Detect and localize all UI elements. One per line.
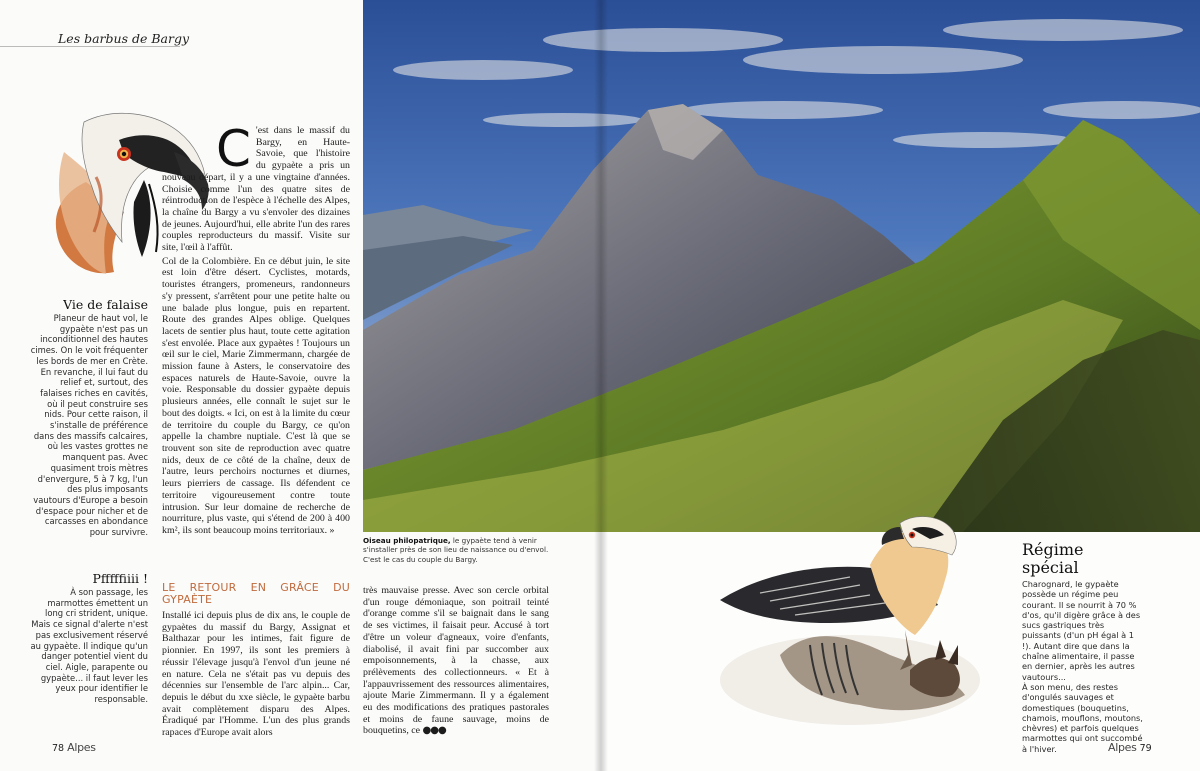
sidebar-text: À son passage, les marmottes émettent un long cri strident, unique. Mais ce signal d'alerte n'est pas exclusivement réservé au gypaète. Il indique qu'un danger potentiel vient du ciel. Aigle, parapente ou gypaète... il faut lever les yeux pour identifier le responsable. [30, 587, 148, 705]
sidebar-vie-de-falaise [28, 298, 148, 538]
section-heading: LE RETOUR EN GRÂCE DU GYPAÈTE [162, 581, 350, 606]
photo-caption [363, 536, 563, 564]
article-paragraph: Installé ici depuis plus de dix ans, le couple de gypaètes du massif du Bargy, Assignat et Balthazar pour les intimes, fait figure de pionnier. En 1997, ils sont les premiers à réussir l'élevage jusqu'à l'envol d'un jeune né en nature. Cela ne s'était pas vu depuis des décennies sur l'ensemble de l'arc alpin... Car, depuis le début du xxe siècle, le gypaète barbu avait complètement disparu des Alpes. Éradiqué par l'Homme. L'un des plus grands rapaces d'Europe avait alors [162, 610, 350, 739]
folio-right [1108, 741, 1152, 754]
magazine-logo: Alpes [1108, 741, 1137, 754]
caption-lead: Oiseau philopatrique, [363, 536, 451, 545]
continue-marker: ●●● [422, 725, 446, 737]
page-number: 79 [1139, 743, 1152, 754]
sidebar-title: Vie de falaise [63, 297, 148, 312]
sidebar-paragraph: À son menu, des restes d'ongulés sauvages et domestiques (bouquetins, chamois, mouflons, moutons, chèvres) et parfois quelques marmottes qui ont succombé à l'hiver. [1022, 681, 1143, 754]
mountain-photo [363, 0, 1200, 532]
page-number: 78 [52, 743, 65, 754]
article-column-right [363, 585, 549, 737]
article-intro [162, 120, 350, 254]
caption-text: le gypaète tend à venir s'installer près de son lieu de naissance ou d'envol. C'est le cas du couple du Bargy. [363, 536, 549, 564]
vulture-on-carcass-illustration [700, 505, 980, 740]
article-paragraph [363, 585, 549, 737]
intro-text: 'est dans le massif du Bargy, en Haute-Savoie, que l'histoire du gypaète a pris un nouveau départ, il y a une vingtaine d'années. Choisie comme l'un des quatre sites de réintroduction de l'espèce à l'échelle des Alpes, la chaîne du Bargy a vu s'envoler des dizaines de jeunes. Aujourd'hui, elle abrite l'un des rares couples reproducteurs du massif. Visite sur site, l'œil à l'affût. [162, 125, 350, 254]
sidebar-regime-special [1022, 541, 1144, 754]
sidebar-paragraph: Charognard, le gypaète possède un régime peu courant. Il se nourrit à 70 % d'os, qu'il digère grâce à des sucs gastriques très puissants (d'un pH égal à 1 !). Autant dire que dans la chaîne alimentaire, il passe en dernier, après les autres vautours... [1022, 579, 1141, 682]
folio-left [52, 741, 96, 754]
sidebar-title: Régime spécial [1022, 540, 1084, 577]
article-column-main [162, 120, 350, 537]
running-head: Les barbus de Bargy [58, 31, 190, 46]
sidebar-pfffff [28, 572, 148, 705]
sidebar-text: Planeur de haut vol, le gypaète n'est pas un inconditionnel des hautes cimes. On le voit fréquenter les bords de mer en Crète. En revanche, il lui faut du relief et, surtout, des falaises riches en cavités, où il peut construire ses nids. Pour cette raison, il s'installe de préférence dans des massifs calcaires, où les vastes grottes ne manquent pas. Avec quasiment trois mètres d'envergure, 5 à 7 kg, l'un des plus imposants vautours d'Europe a besoin d'espace pour nicher et de carcasses en abondance pour survivre. [30, 313, 148, 538]
sidebar-title: Pfffffiiii ! [92, 571, 148, 586]
paragraph-text: très mauvaise presse. Avec son cercle orbital d'un rouge démoniaque, son poitrail teinté d'orange comme s'il se baignait dans le sang de ses victimes, il faisait peur. Accusé à tort d'être un voleur d'agneaux, voire d'enfants, diabolisé, il avait fini par succomber aux empoisonnements, à la chasse, aux prélèvements des collectionneurs. « Et à l'appauvrissement des ressources alimentaires, ajoute Marie Zimmermann. Il y a également eu des modifications des pratiques pastorales et moins de faune sauvage, moins de bouquetins, ce [363, 585, 549, 737]
article-paragraph: Col de la Colombière. En ce début juin, le site est loin d'être désert. Cyclistes, motards, touristes étrangers, promeneurs, randonneurs s'y pressent, s'arrêtent pour une petite halte ou une balade plus longue, puis en repartent. Route des grandes Alpes oblige. Quelques lacets de sentier plus haut, toute cette agitation s'est envolée. Place aux gypaètes ! Toujours un œil sur le ciel, Marie Zimmermann, chargée de mission faune à Asters, le conservatoire des espaces naturels de Haute-Savoie, ouvre la voie. Responsable du dossier gypaète depuis plusieurs années, elle connaît le sujet sur le bout des doigts. « Ici, on est à la limite du cœur de territoire du couple du Bargy, ce qu'on appelle la chambre nuptiale. C'est là que se trouvent son site de reproduction avec quatre nids, deux de ce côté de la chaîne, deux de l'autre, leurs perchoirs nocturnes et diurnes, leurs pierriers de cassage. Ils défendent ce territoire vigoureusement contre toute intrusion. Sur leur domaine de recherche de nourriture, plus vaste, qui s'étend de 200 à 400 km², ils sont beaucoup moins territoriaux. » [162, 255, 350, 536]
running-head-rule [0, 46, 180, 47]
article-column-lower [162, 582, 350, 739]
drop-cap: C [216, 120, 251, 178]
magazine-logo: Alpes [67, 741, 96, 754]
